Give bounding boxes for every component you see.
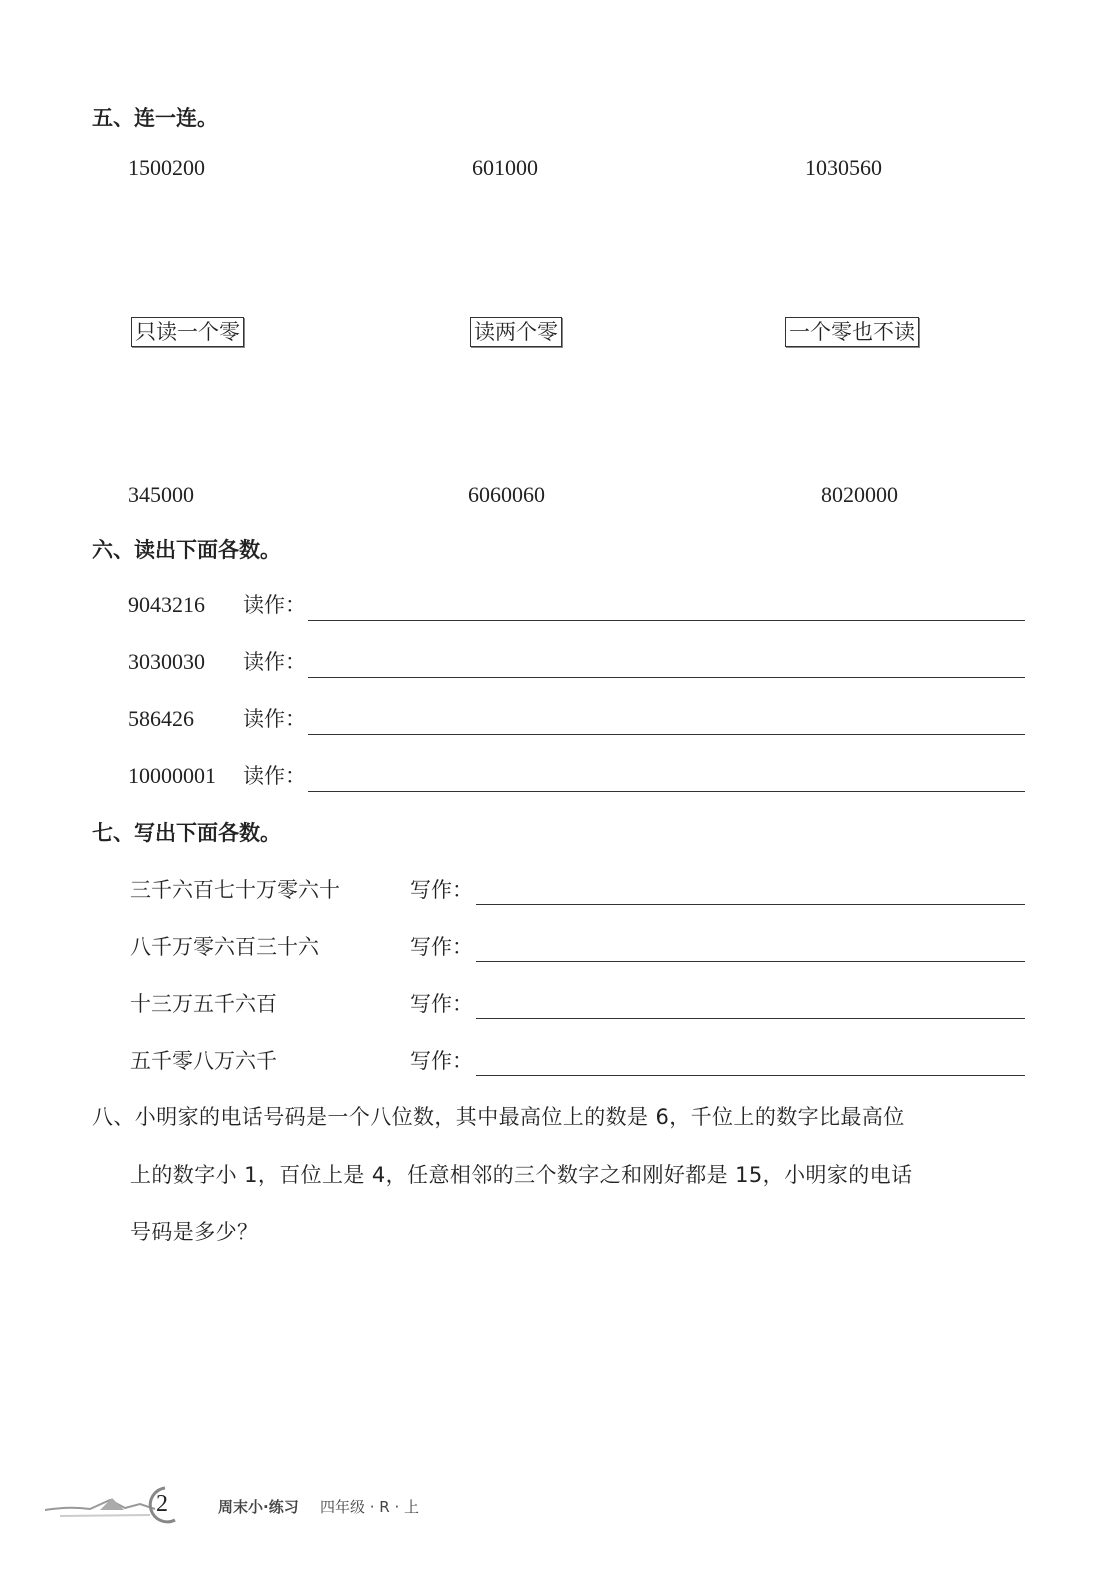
answer-line[interactable] <box>308 620 1025 621</box>
section-5-title: 五、连一连。 <box>92 106 218 130</box>
book-title: 周末小·练习 <box>218 1498 299 1516</box>
section-7-title: 七、写出下面各数。 <box>92 821 281 845</box>
top-number: 1500200 <box>128 155 205 180</box>
read-label: 读作： <box>243 593 306 617</box>
word-problem-line: 号码是多少？ <box>130 1220 259 1244</box>
top-number: 1030560 <box>805 155 882 180</box>
read-label: 读作： <box>243 650 306 674</box>
reading-box: 读两个零 <box>470 317 562 347</box>
number-in-words: 三千六百七十万零六十 <box>130 878 340 902</box>
number-in-words: 十三万五千六百 <box>130 992 277 1016</box>
write-label: 写作： <box>410 992 473 1016</box>
number-to-read: 10000001 <box>128 763 216 788</box>
write-label: 写作： <box>410 1049 473 1073</box>
answer-line[interactable] <box>476 904 1025 905</box>
write-label: 写作： <box>410 935 473 959</box>
word-problem-line: 八、小明家的电话号码是一个八位数，其中最高位上的数是 6，千位上的数字比最高位 <box>92 1105 905 1129</box>
section-6-title: 六、读出下面各数。 <box>92 538 281 562</box>
number-in-words: 五千零八万六千 <box>130 1049 277 1073</box>
number-to-read: 3030030 <box>128 649 205 674</box>
answer-line[interactable] <box>308 734 1025 735</box>
answer-line[interactable] <box>476 1018 1025 1019</box>
bottom-number: 8020000 <box>821 482 898 507</box>
write-label: 写作： <box>410 878 473 902</box>
answer-line[interactable] <box>308 677 1025 678</box>
number-to-read: 586426 <box>128 706 194 731</box>
page-number: 2 <box>156 1491 168 1517</box>
read-label: 读作： <box>243 764 306 788</box>
answer-line[interactable] <box>476 1075 1025 1076</box>
word-problem-line: 上的数字小 1，百位上是 4，任意相邻的三个数字之和刚好都是 15，小明家的电话 <box>130 1163 913 1187</box>
grade-label: 四年级 · R · 上 <box>320 1498 420 1516</box>
number-in-words: 八千万零六百三十六 <box>130 935 319 959</box>
reading-box: 一个零也不读 <box>785 317 919 347</box>
read-label: 读作： <box>243 707 306 731</box>
answer-line[interactable] <box>476 961 1025 962</box>
bottom-number: 6060060 <box>468 482 545 507</box>
reading-box: 只读一个零 <box>131 317 244 347</box>
top-number: 601000 <box>472 155 538 180</box>
number-to-read: 9043216 <box>128 592 205 617</box>
bottom-number: 345000 <box>128 482 194 507</box>
answer-line[interactable] <box>308 791 1025 792</box>
